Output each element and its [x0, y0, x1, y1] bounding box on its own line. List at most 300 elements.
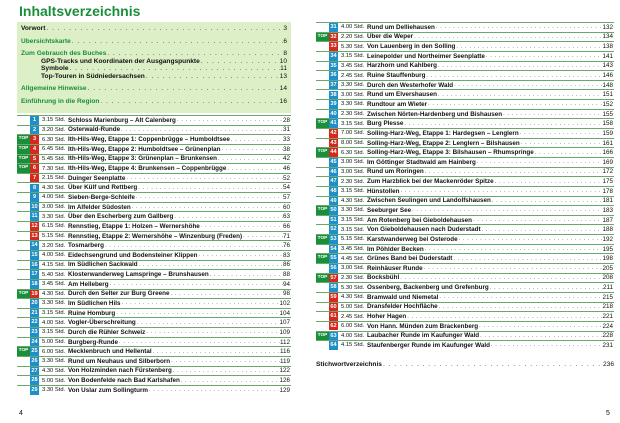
tour-page: 94 [282, 280, 290, 288]
tour-number-badge: 43 [330, 139, 337, 146]
tour-name: Osterwald-Runde [68, 126, 121, 134]
tour-number-badge: 17 [31, 271, 38, 278]
tour-name: Rund um Delliehausen [367, 23, 435, 31]
dot-leader [403, 121, 602, 127]
tour-page: 152 [602, 100, 613, 108]
tour-list-right [316, 22, 614, 350]
tour-row[interactable] [316, 70, 614, 80]
tour-duration: 3.30 Std. [42, 213, 66, 220]
tour-number-badge: 18 [31, 280, 38, 287]
toc-entry-symbole[interactable]: Symbole . . . 11 [21, 65, 287, 73]
top-badge [316, 100, 329, 109]
dot-leader [118, 339, 280, 345]
tour-page: 151 [602, 91, 613, 99]
tour-duration: 3.15 Std. [341, 120, 365, 127]
tour-number-badge: 26 [31, 358, 38, 365]
tour-row[interactable] [316, 302, 614, 312]
tour-duration: 5.15 Std. [42, 233, 66, 239]
top-badge: TOP [316, 33, 329, 42]
tour-name: Ith-Hils-Weg, Etappe 4: Brunkensen – Coppenbrügge [68, 165, 227, 173]
tour-row[interactable] [17, 327, 291, 337]
tour-row[interactable] [17, 337, 291, 347]
tour-number-badge: 54 [330, 245, 337, 252]
top-badge [17, 328, 30, 337]
tour-row[interactable] [17, 192, 291, 202]
dot-leader [490, 342, 603, 348]
tour-row[interactable] [316, 292, 614, 302]
tour-row[interactable] [17, 366, 291, 376]
top-badge [17, 357, 30, 366]
tour-number-badge: 19 [31, 290, 38, 297]
tour-page: 134 [602, 33, 613, 41]
tour-name: Von Bodenfelde nach Bad Karlshafen [68, 377, 180, 385]
tour-row[interactable] [316, 282, 614, 292]
dot-leader [145, 329, 279, 335]
dot-leader [226, 166, 283, 172]
tour-row[interactable] [17, 182, 291, 192]
tour-duration: 2.20 Std. [341, 33, 365, 40]
toc-entry-stichwortverzeichnis[interactable]: Stichwortverzeichnis . . . 236 [316, 361, 614, 368]
tour-duration: 3.15 Std. [341, 217, 365, 224]
tour-name: Am Helleberg [68, 280, 109, 288]
tour-duration: 2.30 Std. [341, 178, 365, 185]
tour-row[interactable] [17, 173, 291, 183]
tour-name: Im Alfelder Südosten [68, 203, 131, 211]
tour-row[interactable] [316, 331, 614, 341]
top-badge [17, 116, 30, 125]
tour-name: Solling-Harz-Weg, Etappe 2: Lenglern – Bilshausen [367, 139, 520, 147]
tour-name: Solling-Harz-Weg, Etappe 3: Bilshausen – Rhumspringe [367, 149, 534, 157]
tour-number-badge: 20 [31, 300, 38, 307]
tour-row[interactable] [316, 224, 614, 234]
tour-page: 33 [282, 136, 290, 144]
tour-page: 57 [282, 193, 290, 201]
top-badge: TOP [316, 119, 329, 128]
dot-leader [148, 387, 279, 393]
tour-page: 86 [282, 261, 290, 269]
tour-page: 175 [602, 178, 613, 186]
toc-entry-gebrauch[interactable]: Zum Gebrauch des Buches . . . 8 [21, 50, 287, 58]
dot-leader [452, 256, 602, 262]
tour-duration: 5.15 Std. [341, 236, 365, 243]
tour-number-badge: 6 [30, 164, 39, 173]
dot-leader [494, 179, 603, 185]
top-badge [17, 212, 30, 221]
top-badge [17, 184, 30, 193]
tour-row[interactable] [17, 375, 291, 385]
tour-name: Von Hann. Münden zum Brackenberg [367, 322, 479, 330]
toc-entry-einfuehrung[interactable]: Einführung in die Region . . . 16 [21, 98, 287, 106]
dot-leader [520, 140, 603, 146]
tour-name: Rennstieg, Etappe 1: Holzen – Wernershöhe [68, 222, 200, 230]
tour-duration: 6.15 Std. [42, 223, 66, 230]
tour-name: Ruine Stauffenburg [367, 72, 426, 80]
tour-row[interactable] [17, 260, 291, 270]
tour-page: 102 [279, 299, 290, 307]
tour-number-badge: 64 [330, 342, 337, 349]
tour-duration: 4.45 Std. [341, 255, 365, 262]
tour-duration: 3.15 Std. [341, 188, 365, 195]
tour-duration: 6.00 Std. [341, 323, 365, 330]
tour-row[interactable] [316, 109, 614, 119]
tour-duration: 4.30 Std. [42, 290, 66, 297]
tour-name: Über den Escherberg zum Gallberg [68, 213, 174, 221]
top-badge [316, 71, 329, 80]
tour-row[interactable] [17, 231, 291, 241]
page-number-right: 5 [606, 410, 610, 417]
dot-leader [138, 262, 283, 268]
tour-row[interactable] [316, 215, 614, 225]
tour-row[interactable] [316, 263, 614, 273]
dot-leader [173, 214, 283, 220]
toc-entry-vorwort[interactable]: Vorwort . . . 3 [21, 25, 287, 33]
tour-row[interactable] [316, 186, 614, 196]
tour-row[interactable] [316, 51, 614, 61]
tour-page: 52 [282, 174, 290, 182]
tour-duration: 4.30 Std. [42, 184, 66, 191]
tour-duration: 3.00 Std. [42, 204, 66, 211]
tour-row[interactable] [316, 157, 614, 167]
tour-page: 122 [279, 367, 290, 375]
tour-row[interactable] [316, 99, 614, 109]
tour-number-badge: 24 [31, 338, 38, 345]
tour-row[interactable] [17, 356, 291, 366]
tour-duration: 3.00 Std. [341, 265, 365, 272]
tour-name: Im Südlichen Sackwald [68, 261, 138, 269]
tour-number-badge: 41 [330, 120, 337, 127]
tour-name: Rund um Elvershausen [367, 91, 437, 99]
dot-leader [137, 185, 283, 191]
top-badge [316, 341, 329, 350]
dot-leader [427, 101, 602, 107]
tour-row[interactable] [17, 385, 291, 395]
tour-number-badge: 63 [330, 332, 337, 339]
tour-row[interactable] [17, 134, 291, 144]
tour-name: Rennstieg, Etappe 2: Wernershöhe – Winzenburg (Freden) [68, 232, 243, 240]
tour-duration: 4.00 Std. [341, 24, 365, 31]
tour-name: Grünes Band bei Duderstadt [367, 255, 453, 263]
tour-page: 116 [279, 348, 290, 356]
tour-number-badge: 59 [330, 293, 337, 300]
dot-leader [481, 227, 603, 233]
top-badge [316, 42, 329, 51]
tour-row[interactable] [17, 125, 291, 135]
tour-row[interactable] [316, 311, 614, 321]
tour-name: Im Göttinger Stadtwald am Hainberg [367, 158, 476, 166]
tour-page: 71 [282, 232, 290, 240]
tour-name: Durch den Westerhofer Wald [367, 81, 454, 89]
dot-leader [220, 146, 283, 152]
tour-number-badge: 60 [330, 303, 337, 310]
tour-list-left [17, 115, 291, 395]
tour-name: Hünstollen [367, 187, 400, 195]
dot-leader [423, 265, 603, 271]
top-badge: TOP [17, 155, 30, 164]
tour-duration: 7.30 Std. [42, 165, 66, 172]
tour-number-badge: 22 [31, 319, 38, 326]
tour-page: 109 [279, 328, 290, 336]
tour-row[interactable] [316, 80, 614, 90]
tour-number-badge: 46 [330, 168, 337, 175]
top-badge [316, 216, 329, 225]
tour-page: 218 [602, 303, 613, 311]
tour-duration: 3.15 Std. [341, 226, 365, 233]
tour-row[interactable] [316, 253, 614, 263]
tour-duration: 5.00 Std. [42, 339, 66, 346]
tour-row[interactable] [17, 144, 291, 154]
dot-leader [120, 300, 279, 306]
tour-duration: 3.30 Std. [341, 207, 365, 214]
tour-number-badge: 14 [31, 242, 38, 249]
tour-duration: 4.30 Std. [341, 294, 365, 301]
tour-duration: 8.00 Std. [341, 140, 365, 146]
tour-number-badge: 36 [330, 72, 337, 79]
tour-row[interactable] [316, 147, 614, 157]
tour-duration: 6.30 Std. [341, 149, 365, 156]
tour-row[interactable] [17, 279, 291, 289]
toc-left-column [17, 22, 291, 395]
top-badge [316, 312, 329, 321]
tour-number-badge: 9 [30, 193, 39, 202]
dot-leader [169, 291, 283, 297]
tour-number-badge: 52 [330, 226, 337, 233]
tour-name: Mecklenbruch und Hellental [68, 348, 152, 356]
tour-row[interactable] [316, 128, 614, 138]
tour-row[interactable] [316, 321, 614, 331]
tour-duration: 6.00 Std. [42, 348, 66, 355]
tour-duration: 3.15 Std. [42, 329, 66, 336]
top-badge [316, 91, 329, 100]
tour-number-badge: 29 [31, 386, 38, 393]
tour-row[interactable] [17, 317, 291, 327]
tour-name: Von Lauenberg in den Solling [367, 43, 456, 51]
dot-leader [519, 130, 603, 136]
tour-page: 195 [602, 245, 613, 253]
top-badge: TOP [316, 254, 329, 263]
tour-row[interactable] [316, 118, 614, 128]
tour-page: 211 [602, 284, 613, 292]
tour-page: 28 [282, 116, 290, 124]
top-badge [17, 309, 30, 318]
tour-duration: 3.15 Std. [42, 310, 66, 317]
tour-name: Ith-Hils-Weg, Etappe 1: Coppenbrügge – Humboldtsee [68, 136, 230, 144]
tour-duration: 6.45 Std. [42, 146, 66, 153]
tour-name: Burgberg-Runde [68, 338, 119, 346]
top-badge [316, 23, 329, 32]
top-badge [316, 81, 329, 90]
tour-row[interactable] [316, 32, 614, 42]
tour-row[interactable] [17, 211, 291, 221]
tour-duration: 3.20 Std. [42, 242, 66, 249]
tour-number-badge: 8 [30, 184, 39, 193]
tour-duration: 4.15 Std. [42, 261, 66, 268]
tour-name: Durch die Rühler Schweiz [68, 328, 146, 336]
dot-leader [135, 194, 283, 200]
top-badge: TOP [17, 145, 30, 154]
tour-number-badge: 23 [31, 329, 38, 336]
tour-name: Reinhäuser Runde [367, 264, 423, 272]
tour-row[interactable] [316, 244, 614, 254]
top-badge: TOP [17, 164, 30, 173]
toc-entry-top-touren[interactable]: Top-Touren in Südniedersachsen . . . 13 [21, 73, 287, 81]
dot-leader [435, 24, 603, 30]
toc-entry-gps-tracks[interactable]: GPS-Tracks und Koordinaten der Ausgangspunkte . . . 10 [21, 58, 287, 66]
tour-duration: 2.30 Std. [341, 274, 365, 281]
page-number-left: 4 [19, 410, 23, 417]
toc-entry-hinweise[interactable]: Allgemeine Hinweise . . . 14 [21, 85, 287, 93]
dot-leader [180, 378, 280, 384]
tour-row[interactable] [17, 289, 291, 299]
tour-row[interactable] [316, 196, 614, 206]
tour-row[interactable] [316, 176, 614, 186]
dot-leader [438, 304, 603, 310]
tour-duration: 3.30 Std. [42, 358, 66, 365]
dot-leader [458, 236, 603, 242]
tour-row[interactable] [17, 202, 291, 212]
dot-leader [437, 92, 603, 98]
dot-leader [485, 53, 603, 59]
tour-row[interactable] [316, 340, 614, 350]
tour-number-badge: 21 [31, 309, 38, 316]
tour-row[interactable] [316, 89, 614, 99]
tour-number-badge: 47 [330, 178, 337, 185]
tour-page: 88 [282, 271, 290, 279]
tour-name: Leinepolder und Northeimer Seenplatte [367, 52, 485, 60]
tour-row[interactable] [17, 240, 291, 250]
tour-number-badge: 25 [31, 348, 38, 355]
tour-page: 221 [602, 313, 613, 321]
tour-duration: 5.00 Std. [42, 377, 66, 384]
dot-leader [170, 358, 280, 364]
top-badge [316, 245, 329, 254]
tour-number-badge: 44 [330, 149, 337, 156]
tour-number-badge: 58 [330, 284, 337, 291]
dot-leader [115, 310, 279, 316]
tour-name: Tosmarberg [68, 242, 104, 250]
tour-duration: 3.30 Std. [42, 300, 66, 307]
tour-row[interactable] [17, 163, 291, 173]
tour-number-badge: 48 [330, 187, 337, 194]
tour-duration: 6.30 Std. [42, 136, 66, 143]
tour-number-badge: 11 [31, 213, 38, 220]
tour-row[interactable] [17, 154, 291, 164]
top-badge [316, 197, 329, 206]
tour-duration: 5.40 Std. [42, 271, 66, 278]
tour-page: 172 [602, 168, 613, 176]
tour-page: 208 [602, 274, 613, 282]
tour-row[interactable] [316, 41, 614, 51]
top-badge [17, 386, 30, 395]
tour-name: Duinger Seenplatte [68, 174, 126, 182]
dot-leader [400, 188, 603, 194]
dot-leader [472, 217, 603, 223]
tour-row[interactable] [316, 205, 614, 215]
tour-row[interactable] [316, 61, 614, 71]
toc-entry-uebersichtskarte[interactable]: Übersichtskarte . . . 6 [21, 38, 287, 46]
top-badge: TOP [316, 206, 329, 215]
dot-leader [425, 73, 602, 79]
tour-page: 104 [279, 309, 290, 317]
tour-row[interactable] [17, 221, 291, 231]
tour-row[interactable] [316, 167, 614, 177]
tour-name: Ith-Hils-Weg, Etappe 3: Grünenplan – Brunkensen [68, 155, 217, 163]
dot-leader [478, 323, 602, 329]
top-badge [17, 261, 30, 270]
page-title: Inhaltsverzeichnis [19, 3, 141, 19]
tour-duration: 3.45 Std. [341, 246, 365, 253]
tour-row[interactable] [17, 250, 291, 260]
tour-number-badge: 40 [330, 110, 337, 117]
tour-duration: 2.45 Std. [341, 72, 365, 79]
tour-page: 192 [602, 235, 613, 243]
tour-row[interactable] [17, 115, 291, 125]
tour-row[interactable] [316, 273, 614, 283]
tour-row[interactable] [17, 298, 291, 308]
tour-number-badge: 57 [330, 274, 337, 281]
tour-row[interactable] [17, 346, 291, 356]
tour-number-badge: 62 [330, 322, 337, 329]
tour-page: 178 [602, 187, 613, 195]
tour-page: 183 [602, 206, 613, 214]
tour-duration: 4.00 Std. [42, 194, 66, 201]
dot-leader [176, 117, 283, 123]
tour-duration: 5.30 Std. [341, 284, 365, 291]
top-badge [316, 177, 329, 186]
tour-page: 141 [602, 52, 613, 60]
dot-leader [437, 63, 603, 69]
tour-page: 66 [282, 222, 290, 230]
tour-name: Bocksbühl [367, 274, 400, 282]
top-badge [17, 318, 30, 327]
tour-name: Im Pöhlder Becken [367, 245, 424, 253]
tour-page: 158 [602, 120, 613, 128]
tour-page: 228 [602, 332, 613, 340]
tour-page: 224 [602, 322, 613, 330]
top-badge [17, 222, 30, 231]
tour-name: Von Uslar zum Sollingturm [68, 386, 148, 394]
tour-row[interactable] [17, 308, 291, 318]
dot-leader [399, 275, 602, 281]
top-badge: TOP [316, 235, 329, 244]
tour-page: 54 [282, 184, 290, 192]
tour-duration: 3.45 Std. [341, 62, 365, 69]
tour-number-badge: 5 [30, 155, 39, 164]
tour-page: 161 [602, 139, 613, 147]
tour-duration: 3.45 Std. [42, 281, 66, 288]
top-badge [17, 126, 30, 135]
tour-duration: 7.00 Std. [341, 130, 365, 137]
tour-number-badge: 1 [30, 116, 39, 125]
tour-number-badge: 39 [330, 101, 337, 108]
dot-leader [491, 198, 603, 204]
tour-page: 159 [602, 129, 613, 137]
tour-page: 148 [602, 81, 613, 89]
tour-page: 155 [602, 110, 613, 118]
tour-row[interactable] [316, 138, 614, 148]
tour-name: Bramwald und Niemetal [367, 293, 439, 301]
tour-page: 42 [282, 155, 290, 163]
tour-page: 63 [282, 213, 290, 221]
tour-row[interactable] [316, 22, 614, 32]
dot-leader [125, 175, 283, 181]
tour-row[interactable] [17, 269, 291, 279]
dot-leader [136, 320, 280, 326]
top-badge [316, 293, 329, 302]
tour-name: Staufenberger Runde im Kaufunger Wald [367, 341, 490, 349]
tour-row[interactable] [316, 234, 614, 244]
tour-number-badge: 16 [31, 261, 38, 268]
dot-leader [230, 137, 283, 143]
